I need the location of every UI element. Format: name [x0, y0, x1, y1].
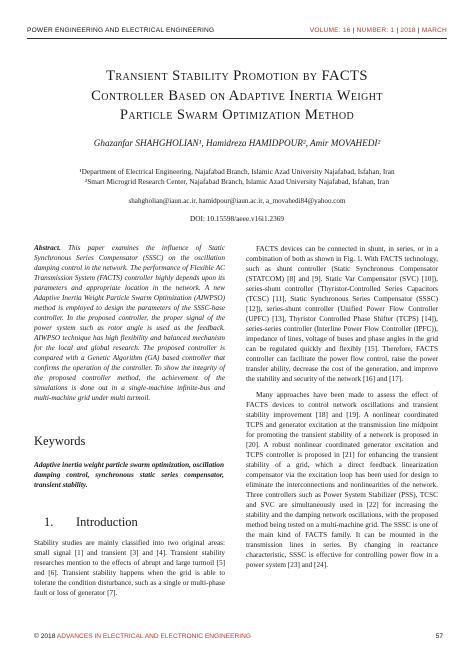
- right-column: [246, 244, 438, 576]
- author-emails: shahgholian@iaun.ac.ir, hamidpour@iaun.ac.ir, a_movahedi84@yahoo.com: [128, 197, 346, 205]
- abstract: [34, 244, 225, 404]
- introduction-heading: [34, 515, 138, 530]
- header-separator: |: [352, 27, 355, 34]
- keywords-text: Adaptive inertia weight particle swarm optimization, oscillation damping control, synchronous static series compensator, transient stability.: [34, 460, 224, 489]
- header-month: MARCH: [421, 27, 447, 34]
- header-number: NUMBER: 1: [356, 27, 395, 34]
- header-separator: |: [396, 27, 399, 34]
- author-list: Ghazanfar SHAHGHOLIAN¹, Hamidreza HAMIDPOUR², Amir MOVAHEDI²: [93, 138, 381, 148]
- body-paragraph: Many approaches have been made to assess the effect of FACTS devices to control network oscillations and transient stability improvement [18] and [19]. A nonlinear coordinated TCPS and generator excitation at the transmission line midpoint for promoting the transient stability of a network is proposed in [20]. A robust nonlinear coordinated generator excitation and TCPS controller is proposed in [21] for enhancing the transient stability of a grid, which a direct feedback linearization compensator via the excitation loop has been used for design to eliminate the interconnections and nonlinearities of the network. Three controllers such as Power System Stabilizer (PSS), TCSC and SVC are simultaneously used in [22] for increasing the stability and the damping network oscillations, with the proposed method being tested on a multi-machine grid. The SSSC is one of the main kind of FACTS family. It can be mounted in the transmission lines in series. By changing in reactance characteristic, SSSC is effective for controlling power flow in a power system [23] and [24].: [246, 391, 438, 569]
- title-line: Controller Based on Adaptive Inertia Weight: [91, 87, 383, 104]
- header-issue-info: [310, 27, 447, 34]
- introduction-paragraph: Stability studies are mainly classified into two original areas: small signal [1] and transient [3] and [4]. Transient stability researches mention to the effects of abrupt and large turmoil [5] and [6]. Transient stability happens when the grid is able to tolerate the condition disturbance, such as a single or multi-phase fault or loss of generator [7].: [34, 539, 225, 597]
- header-divider: [27, 38, 447, 39]
- header-journal-name: POWER ENGINEERING AND ELECTRICAL ENGINEERING: [27, 27, 215, 34]
- abstract-label: Abstract.: [34, 244, 61, 252]
- body-paragraph: FACTS devices can be connected in shunt, in series, or in a combination of both as shown in Fig. 1. With FACTS technology, such as shunt controller (Static Synchronous Compensator (STATCOM) [8] and [9]. Static Var Compensator (SVC) [10]), series-shunt controller (Thyristor-Controlled Series Capacitors (TCSC) [11], Static Synchronous Series Compensator (SSSC) [12]), series-shunt controller (Unified Power Flow Controller (UPFC) [13], Thyristor Controlled Phase Shifter (TCPS) [14]), series-series controller (Interline Power Flow Controller (IPFC)), impedance of lines, voltage of buses and phase angles in the grid can be regulated quickly and flexibly [15]. Therefore, FACTS controller can facilitate the power flow control, raise the power transfer ability, decrease the cost of the generation, and improve the stability and security of the network [16] and [17].: [246, 245, 438, 383]
- header-volume: VOLUME: 16: [309, 27, 351, 34]
- doi: DOI: 10.15598/aeee.v16i1.2369: [189, 214, 285, 223]
- affiliation-2: ²Smart Microgrid Research Center, Najafabad Branch, Islamic Azad University Najafabad, Isfahan, Iran: [85, 177, 389, 186]
- header-year: 2018: [400, 27, 416, 34]
- footer-copyright: [34, 633, 251, 640]
- paper-title: [27, 67, 447, 126]
- keywords-heading: Keywords: [34, 434, 86, 448]
- left-column: [34, 244, 225, 404]
- copyright-text: © 2018: [34, 633, 56, 640]
- section-number: 1.: [44, 515, 54, 529]
- abstract-text: This paper examines the influence of Static Synchronous Series Compensator (SSSC) on the oscillation damping control in the network. The performance of Flexible AC Transmission System (FACTS) controller highly depends upon its parameters and appropriate location in the network. A new Adaptive Inertia Weight Particle Swarm Optimization (AIWPSO) method is employed to design the parameters of the SSSC-base controller. In the proposed controller, the proper signal of the power system such as rotor angle is used as the feedback. AIWPSO technique has high flexibility and balanced mechanism for the local and global research. The proposed controller is compared with a Genetic Algorithm (GA) based controller that confirms the operation of the controller. To show the integrity of the proposed controller method, the achievement of the simulations is done out in a single-machine infinite-bus and multi-machine grid under multi turmoil.: [34, 244, 226, 402]
- header-separator: |: [417, 27, 420, 34]
- affiliation-1: ¹Department of Electrical Engineering, Najafabad Branch, Islamic Azad University Najafabad, Isfahan, Iran: [79, 167, 395, 176]
- footer-journal-name: ADVANCES IN ELECTRICAL AND ELECTRONIC ENGINEERING: [56, 633, 252, 640]
- title-line: Particle Swarm Optimization Method: [119, 107, 355, 123]
- section-title: Introduction: [76, 515, 138, 529]
- title-line: Transient Stability Promotion by FACTS: [106, 68, 368, 84]
- affiliations: [27, 167, 447, 187]
- page-number: 57: [435, 633, 443, 640]
